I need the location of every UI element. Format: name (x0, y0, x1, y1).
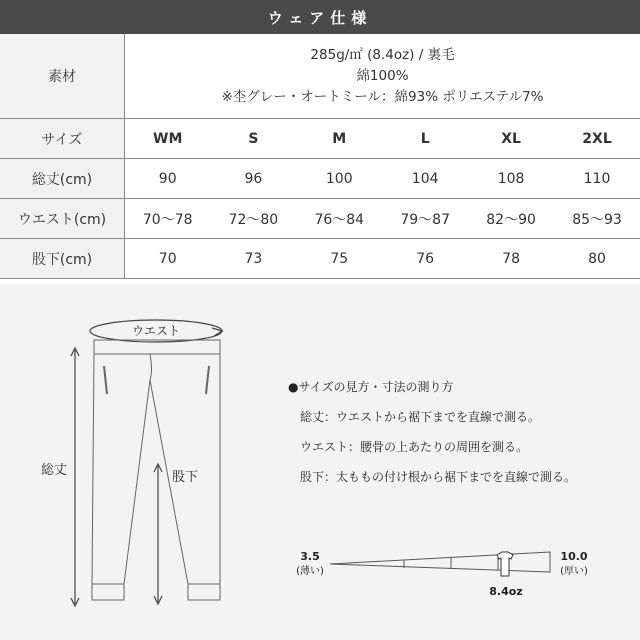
table-cell: 82〜90 (468, 199, 554, 239)
table-cell: 85〜93 (554, 199, 640, 239)
page-title: ウェア仕様 (0, 0, 640, 34)
table-row-material (0, 34, 640, 119)
material-line: ※杢グレー・オートミール：綿93% ポリエステル7% (221, 88, 544, 105)
size-header: L (382, 119, 468, 159)
notes-heading: ●サイズの見方・寸法の測り方 (288, 380, 454, 394)
table-cell: 80 (554, 239, 640, 279)
thickness-max-value: 10.0 (560, 550, 588, 563)
table-row-length (0, 159, 640, 199)
note-item: 股下：太ももの付け根から裾下までを直線で測る。 (300, 470, 577, 484)
tshirt-marker-icon (497, 552, 513, 576)
table-cell: 76〜84 (296, 199, 382, 239)
left-pocket (104, 366, 107, 394)
table-cell: 72〜80 (210, 199, 296, 239)
thickness-scale (330, 552, 550, 572)
left-cuff (92, 584, 124, 600)
table-cell: 73 (210, 239, 296, 279)
material-value (125, 34, 640, 119)
table-cell: 110 (554, 159, 640, 199)
thickness-current: 8.4oz (489, 585, 523, 598)
table-cell: 79〜87 (382, 199, 468, 239)
table-cell: 90 (125, 159, 211, 199)
sizes-label: サイズ (0, 119, 125, 159)
thickness-min-note: (薄い) (296, 566, 324, 577)
material-line: 285g/㎡ (8.4oz) / 裏毛 (310, 46, 455, 63)
table-cell: 70〜78 (125, 199, 211, 239)
size-header: S (210, 119, 296, 159)
table-cell: 78 (468, 239, 554, 279)
table-cell: 104 (382, 159, 468, 199)
table-row-sizes (0, 119, 640, 159)
row-label: ウエスト(cm) (0, 199, 125, 239)
row-label: 股下(cm) (0, 239, 125, 279)
table-cell: 108 (468, 159, 554, 199)
note-item: 総丈：ウエストから裾下までを直線で測る。 (300, 410, 541, 424)
table-cell: 100 (296, 159, 382, 199)
fly-line (150, 354, 152, 380)
material-line: 綿100% (356, 67, 409, 84)
table-row-inseam (0, 239, 640, 279)
waist-label: ウエスト (131, 324, 181, 338)
pants-diagram (0, 284, 640, 640)
size-header: WM (125, 119, 211, 159)
measurement-section (0, 284, 640, 640)
thickness-max-note: (厚い) (560, 566, 588, 577)
inseam-label: 股下 (172, 470, 199, 485)
table-cell: 75 (296, 239, 382, 279)
note-item: ウエスト：腰骨の上あたりの周囲を測る。 (300, 440, 529, 454)
material-label: 素材 (0, 34, 125, 119)
thickness-min-value: 3.5 (300, 550, 320, 563)
table-cell: 96 (210, 159, 296, 199)
table-row-waist (0, 199, 640, 239)
spec-table (0, 34, 640, 279)
length-label: 総丈 (40, 463, 68, 478)
size-header: M (296, 119, 382, 159)
row-label: 総丈(cm) (0, 159, 125, 199)
size-header: XL (468, 119, 554, 159)
table-cell: 70 (125, 239, 211, 279)
right-cuff (188, 584, 220, 600)
right-pocket (206, 366, 209, 394)
size-header: 2XL (554, 119, 640, 159)
table-cell: 76 (382, 239, 468, 279)
